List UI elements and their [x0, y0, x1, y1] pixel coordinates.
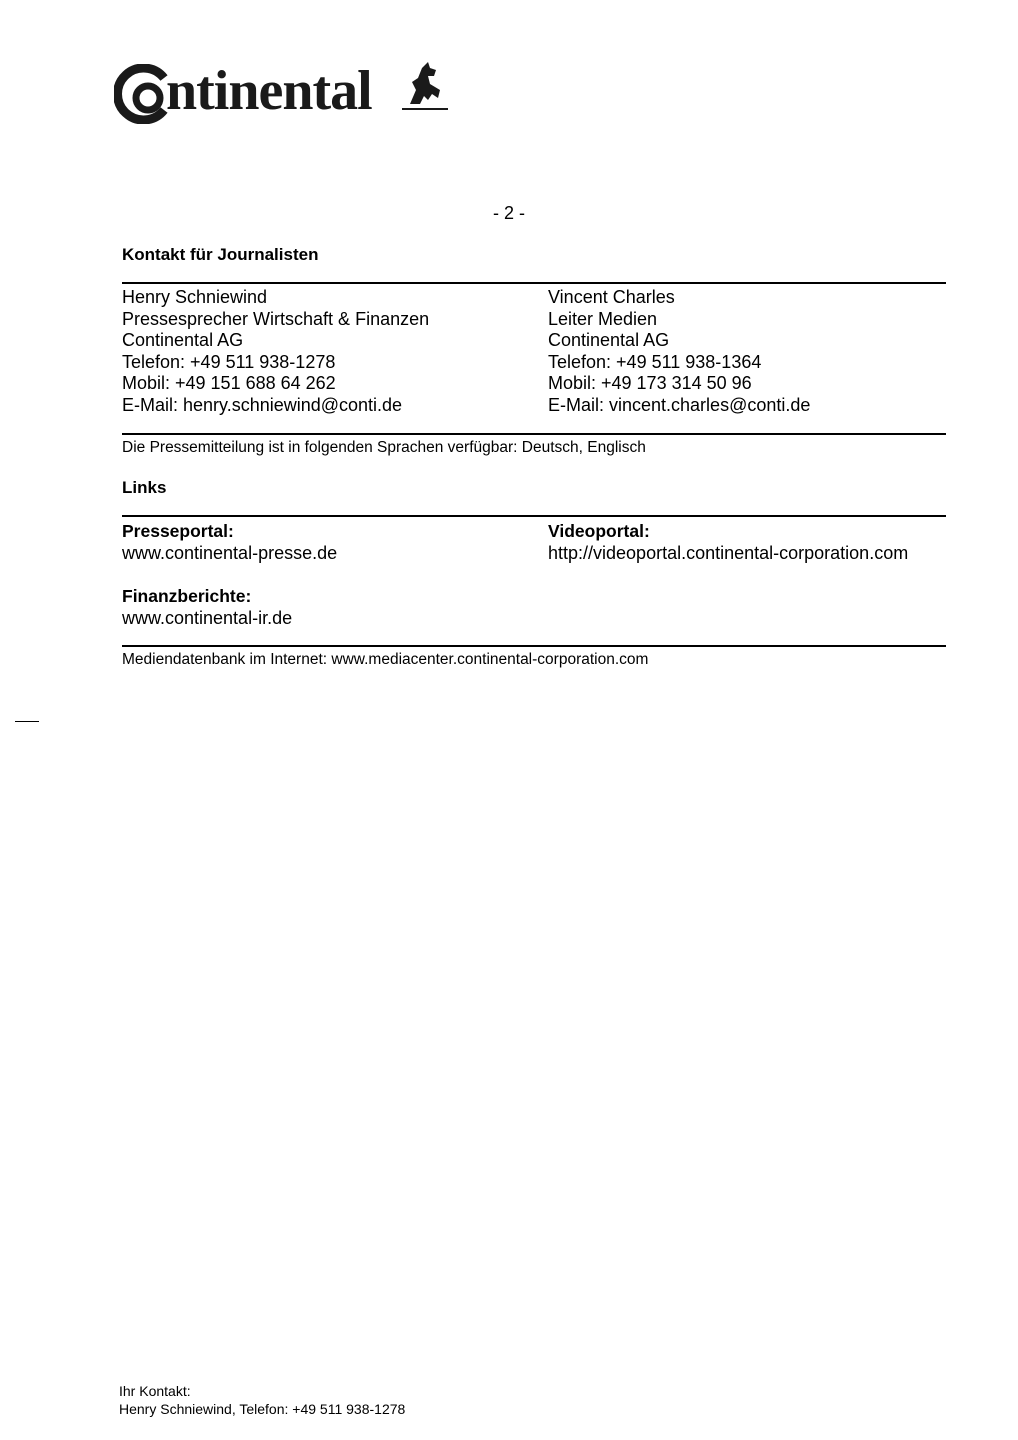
- contact-right-email[interactable]: E-Mail: vincent.charles@conti.de: [548, 394, 811, 415]
- logo-c-ring-icon: [114, 64, 174, 124]
- contact-left-phone: Telefon: +49 511 938-1278: [122, 351, 336, 372]
- divider: [122, 645, 946, 647]
- finanzberichte-label: Finanzberichte:: [122, 586, 252, 606]
- finanzberichte-block: [122, 586, 292, 629]
- contact-left-company: Continental AG: [122, 330, 244, 351]
- divider: [122, 515, 946, 517]
- contact-left-mobile: Mobil: +49 151 688 64 262: [122, 373, 336, 394]
- contact-right-company: Continental AG: [548, 330, 670, 351]
- contact-right-role: Leiter Medien: [548, 308, 658, 329]
- links-heading: Links: [122, 478, 167, 497]
- footer-contact: Henry Schniewind, Telefon: +49 511 938-1278: [119, 1401, 406, 1417]
- contact-left-role: Pressesprecher Wirtschaft & Finanzen: [122, 308, 430, 329]
- presseportal-label: Presseportal:: [122, 521, 234, 541]
- divider: [122, 433, 946, 435]
- languages-note: Die Pressemitteilung ist in folgenden Sprachen verfügbar: Deutsch, Englisch: [122, 439, 646, 456]
- footer-label: Ihr Kontakt:: [119, 1383, 191, 1399]
- finanzberichte-link[interactable]: www.continental-ir.de: [122, 607, 293, 628]
- page-number: - 2 -: [492, 203, 525, 223]
- divider: [122, 282, 946, 284]
- footer: [119, 1382, 405, 1418]
- contact-heading: Kontakt für Journalisten: [122, 245, 319, 264]
- contact-left: [122, 287, 429, 417]
- presseportal-link[interactable]: www.continental-presse.de: [122, 542, 338, 563]
- contact-right: [548, 287, 810, 417]
- presseportal-block: [122, 521, 337, 564]
- media-db-note: Mediendatenbank im Internet: www.mediacenter.continental-corporation.com: [122, 651, 649, 668]
- videoportal-link[interactable]: http://videoportal.continental-corporation.com: [548, 542, 909, 563]
- contact-right-phone: Telefon: +49 511 938-1364: [548, 351, 762, 372]
- contact-left-name: Henry Schniewind: [122, 287, 268, 307]
- contact-left-email[interactable]: E-Mail: henry.schniewind@conti.de: [122, 394, 403, 415]
- videoportal-block: [548, 521, 908, 564]
- contact-right-name: Vincent Charles: [548, 287, 675, 307]
- continental-logo: [114, 58, 448, 124]
- rearing-horse-icon: [400, 60, 448, 112]
- logo-wordmark: ntinental: [166, 60, 372, 122]
- contact-right-mobile: Mobil: +49 173 314 50 96: [548, 373, 752, 394]
- fold-mark: [15, 721, 39, 722]
- videoportal-label: Videoportal:: [548, 521, 650, 541]
